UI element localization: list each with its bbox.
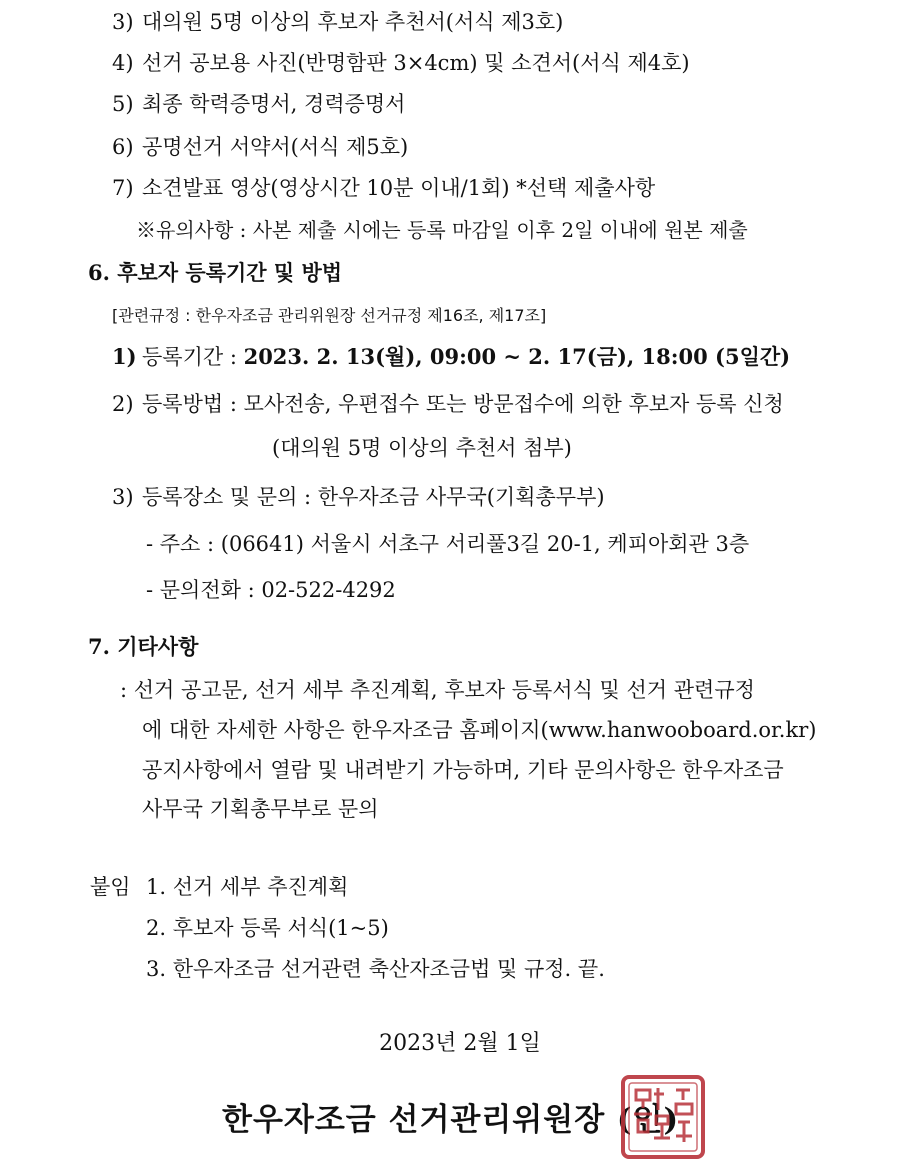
paragraph-line: 사무국 기획총무부로 문의	[142, 797, 379, 821]
signature-title: 한우자조금 선거관리위원장 (인)	[222, 1102, 680, 1138]
list-item: 3) 대의원 5명 이상의 후보자 추천서(서식 제3호)	[112, 10, 564, 34]
list-item: 4) 선거 공보용 사진(반명함판 3×4cm) 및 소견서(서식 제4호)	[112, 51, 690, 75]
attachment-item: 1. 선거 세부 추진계획	[146, 875, 349, 899]
document-date: 2023년 2월 1일	[379, 1031, 541, 1056]
list-item: 5) 최종 학력증명서, 경력증명서	[112, 92, 406, 116]
attachment-label: 붙임	[90, 875, 131, 899]
paragraph-line: : 선거 공고문, 선거 세부 추진계획, 후보자 등록서식 및 선거 관련규정	[120, 678, 755, 702]
section-heading-7: 7. 기타사항	[88, 634, 199, 659]
list-item: 7) 소견발표 영상(영상시간 10분 이내/1회) *선택 제출사항	[112, 176, 656, 200]
attachment-item: 3. 한우자조금 선거관련 축산자조금법 및 규정. 끝.	[146, 957, 605, 981]
attachment-item: 2. 후보자 등록 서식(1~5)	[146, 916, 389, 940]
list-item: 6) 공명선거 서약서(서식 제5호)	[112, 135, 409, 159]
section-heading-6: 6. 후보자 등록기간 및 방법	[88, 260, 343, 285]
phone-line: - 문의전화 : 02-522-4292	[146, 578, 396, 602]
official-seal-icon	[620, 1074, 706, 1160]
paragraph-line: 공지사항에서 열람 및 내려받기 가능하며, 기타 문의사항은 한우자조금	[142, 758, 784, 782]
registration-method: 2) 등록방법 : 모사전송, 우편접수 또는 방문접수에 의한 후보자 등록 신청	[112, 392, 784, 416]
notice-text: ※유의사항 : 사본 제출 시에는 등록 마감일 이후 2일 이내에 원본 제출	[136, 218, 748, 242]
registration-place: 3) 등록장소 및 문의 : 한우자조금 사무국(기획총무부)	[112, 485, 605, 509]
paragraph-line: 에 대한 자세한 사항은 한우자조금 홈페이지(www.hanwooboard.or.kr)	[142, 718, 817, 742]
regulation-reference: [관련규정 : 한우자조금 관리위원장 선거규정 제16조, 제17조]	[112, 306, 547, 325]
registration-method-note: (대의원 5명 이상의 추천서 첨부)	[272, 436, 572, 460]
address-line: - 주소 : (06641) 서울시 서초구 서리풀3길 20-1, 케피아회관 3층	[146, 532, 750, 556]
registration-period: 1) 등록기간 : 2023. 2. 13(월), 09:00 ~ 2. 17(금), 18:00 (5일간)	[112, 344, 791, 369]
